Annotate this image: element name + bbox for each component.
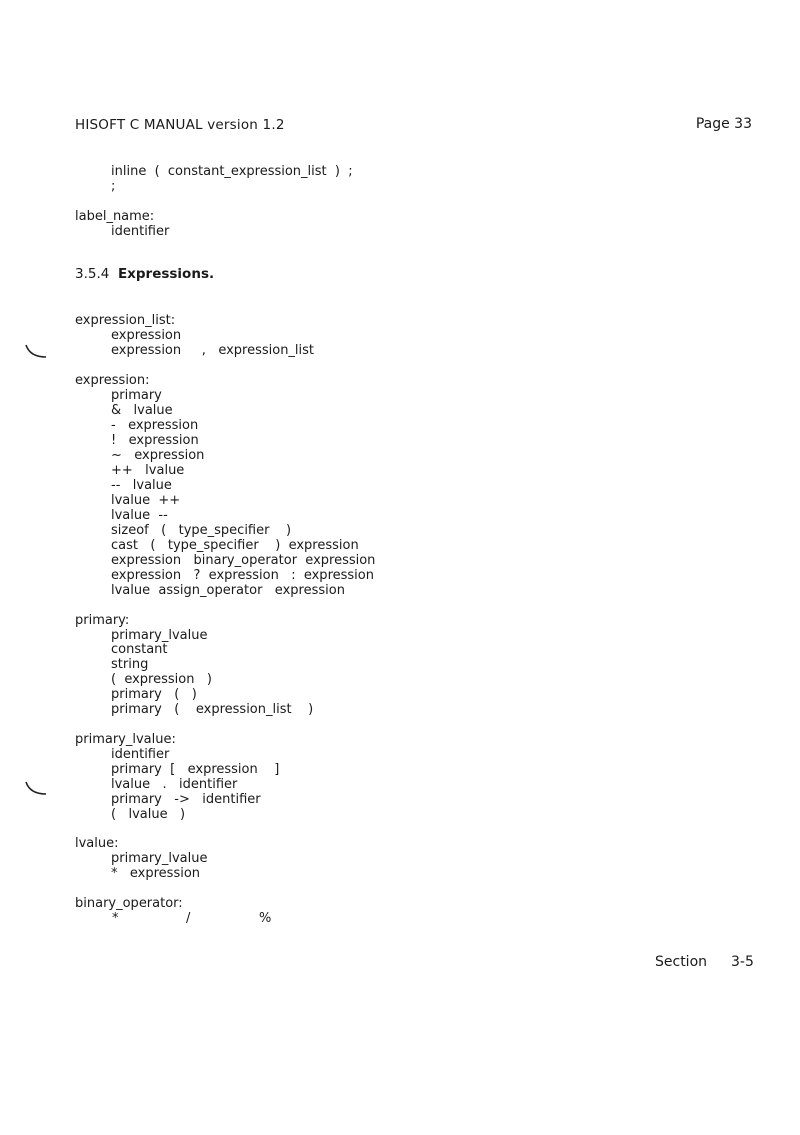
grammar-line: identifier	[111, 224, 170, 239]
margin-scan-mark	[24, 343, 48, 361]
manual-title: HISOFT C MANUAL version 1.2	[75, 117, 285, 133]
grammar-line: ( expression )	[111, 672, 212, 687]
section-number: 3.5.4	[75, 266, 110, 282]
grammar-line: expression ? expression : expression	[111, 568, 374, 583]
grammar-line: sizeof ( type_specifier )	[111, 523, 292, 538]
grammar-line: primary [ expression ]	[111, 762, 280, 777]
grammar-line: ++ lvalue	[111, 463, 185, 478]
grammar-symbol: %	[259, 911, 272, 926]
rule-name: primary:	[75, 613, 130, 628]
rule-name: expression_list:	[75, 313, 176, 328]
grammar-line: identifier	[111, 747, 170, 762]
grammar-symbol: /	[186, 911, 191, 926]
grammar-line: * expression	[111, 866, 201, 881]
grammar-line: lvalue assign_operator expression	[111, 583, 345, 598]
grammar-line: lvalue . identifier	[111, 777, 238, 792]
grammar-line: inline ( constant_expression_list ) ;	[111, 164, 353, 179]
grammar-line: primary_lvalue	[111, 851, 208, 866]
grammar-line: lvalue --	[111, 508, 168, 523]
footer-section-label: Section	[655, 954, 708, 970]
rule-name: lvalue:	[75, 836, 119, 851]
margin-scan-mark	[24, 780, 48, 798]
grammar-line: ;	[111, 179, 116, 194]
section-title: Expressions.	[117, 266, 215, 282]
grammar-line: constant	[111, 642, 168, 657]
grammar-line: primary ( )	[111, 687, 197, 702]
grammar-line: primary -> identifier	[111, 792, 261, 807]
rule-name: primary_lvalue:	[75, 732, 176, 747]
grammar-line: ( lvalue )	[111, 807, 186, 822]
grammar-line: expression , expression_list	[111, 343, 315, 358]
grammar-line: cast ( type_specifier ) expression	[111, 538, 359, 553]
rule-name: expression:	[75, 373, 150, 388]
grammar-line: expression binary_operator expression	[111, 553, 376, 568]
rule-name: label_name:	[75, 209, 155, 224]
grammar-line: primary ( expression_list )	[111, 702, 314, 717]
grammar-line: - expression	[111, 418, 199, 433]
grammar-symbol: *	[112, 911, 119, 926]
grammar-line: string	[111, 657, 149, 672]
section-heading	[75, 266, 214, 282]
grammar-line: & lvalue	[111, 403, 173, 418]
grammar-line: ! expression	[111, 433, 199, 448]
grammar-line: lvalue ++	[111, 493, 181, 508]
grammar-line: primary_lvalue	[111, 628, 208, 643]
grammar-line: expression	[111, 328, 182, 343]
grammar-line: -- lvalue	[111, 478, 172, 493]
footer-section-number: 3-5	[731, 954, 754, 970]
rule-name: binary_operator:	[75, 896, 183, 911]
grammar-line: primary	[111, 388, 162, 403]
grammar-line: ~ expression	[111, 448, 205, 463]
page-number: Page 33	[695, 116, 752, 132]
